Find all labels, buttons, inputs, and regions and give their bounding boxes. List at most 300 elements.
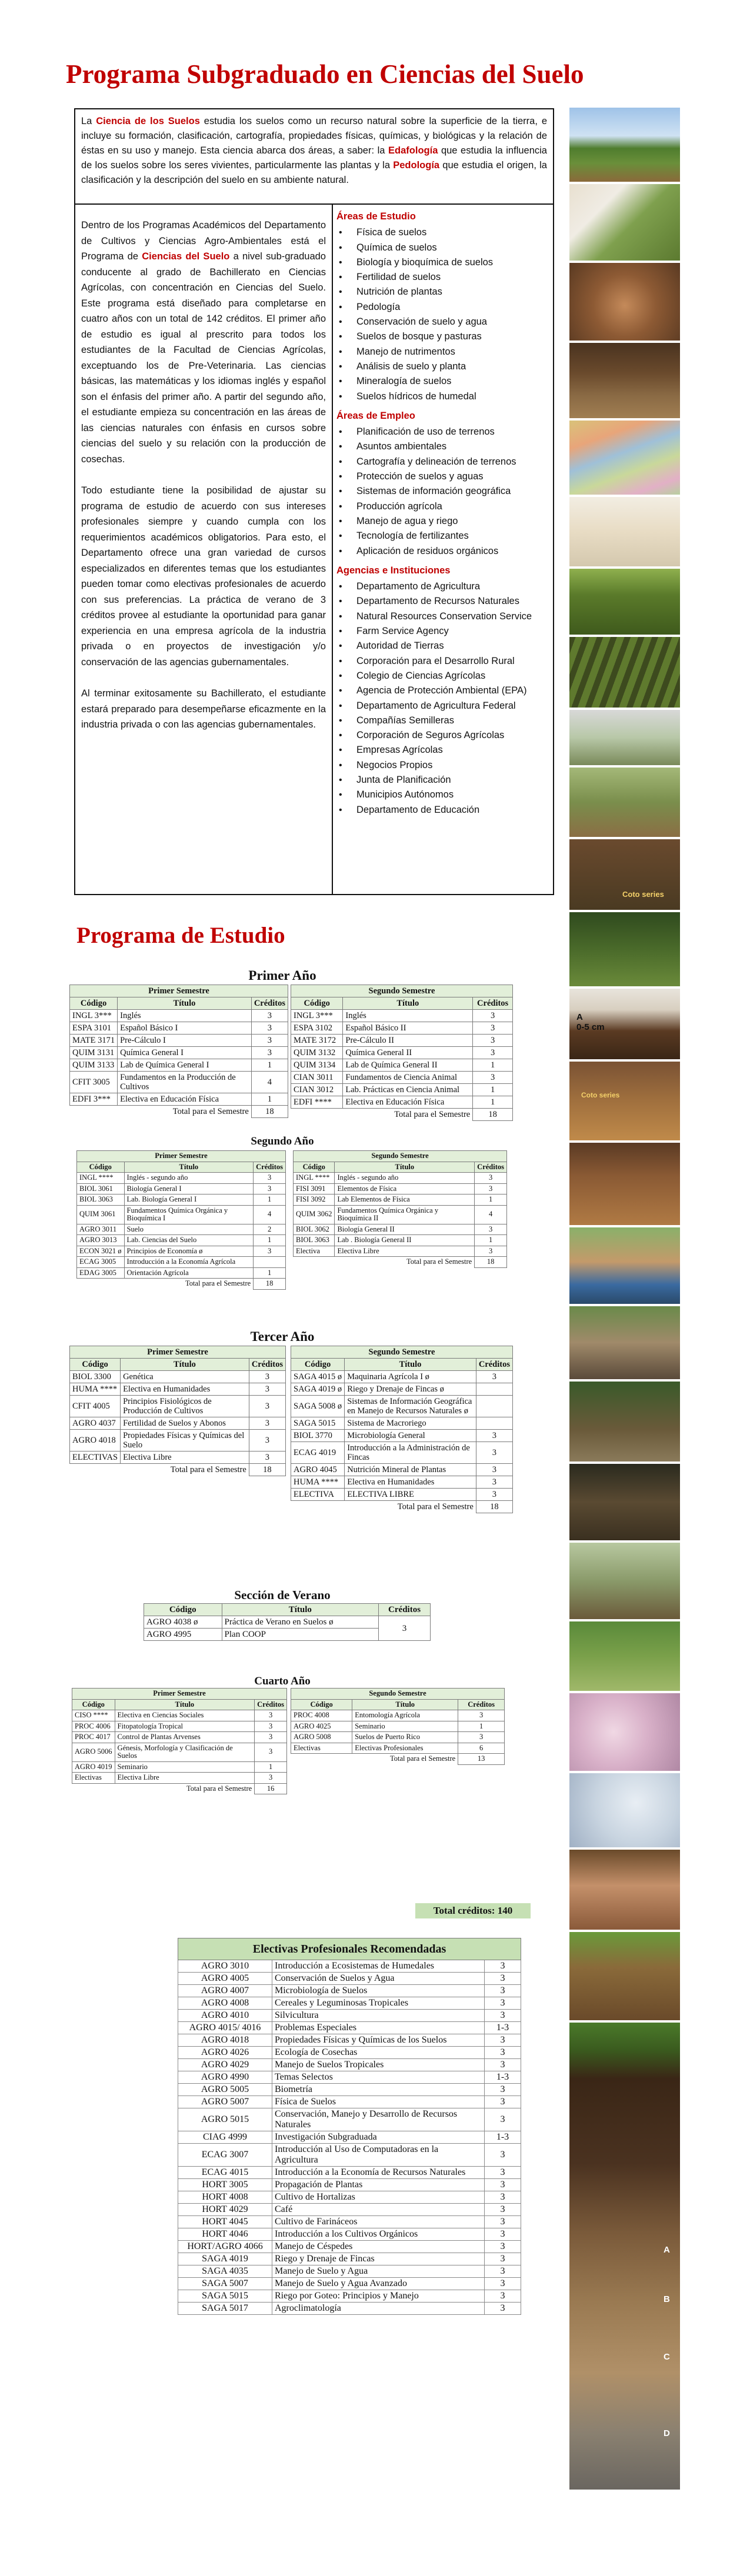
course-code: AGRO 4995	[144, 1629, 222, 1641]
elective-code: AGRO 4010	[178, 2010, 272, 2022]
course-credits: 3	[473, 1072, 513, 1084]
course-row	[291, 1721, 505, 1732]
year-title-2: Segundo Año	[251, 1135, 314, 1147]
agencias-item: • Colegio de Ciencias Agrícolas	[336, 669, 549, 683]
course-row	[70, 1047, 288, 1059]
course-code: PROC 4017	[72, 1732, 115, 1743]
course-credits: 3	[458, 1710, 505, 1721]
elective-title: Cultivo de Hortalizas	[272, 2191, 485, 2204]
elective-title: Café	[272, 2204, 485, 2216]
elective-credits: 3	[485, 2059, 521, 2071]
elective-row	[178, 2265, 521, 2278]
areas-empleo-list	[336, 425, 549, 559]
col-titulo: Título	[222, 1604, 379, 1616]
elective-code: AGRO 4029	[178, 2059, 272, 2071]
course-code: ECON 3021 ø	[77, 1246, 125, 1257]
elective-code: SAGA 4035	[178, 2265, 272, 2278]
photo-strip	[569, 108, 680, 2490]
summer-section-title: Sección de Verano	[234, 1588, 331, 1602]
course-title: Práctica de Verano en Suelos ø	[222, 1616, 379, 1629]
course-row	[77, 1246, 286, 1257]
course-credits: 3	[249, 1371, 285, 1383]
year-title-1: Primer Año	[248, 968, 316, 983]
elective-title: Introducción a los Cultivos Orgánicos	[272, 2228, 485, 2241]
elective-row	[178, 2071, 521, 2084]
course-row	[77, 1267, 286, 1279]
course-code: MATE 3172	[291, 1035, 343, 1047]
semester-total: 18	[473, 1109, 513, 1121]
course-title: Suelo	[124, 1224, 254, 1235]
elective-row	[178, 2144, 521, 2167]
areas-item: • Biología y bioquímica de suelos	[336, 255, 549, 270]
elective-credits: 3	[485, 2167, 521, 2179]
course-code: QUIM 3133	[70, 1059, 118, 1072]
course-title: Electiva en Ciencias Sociales	[115, 1710, 255, 1721]
course-title: ELECTIVA LIBRE	[345, 1489, 476, 1501]
elective-row	[178, 2191, 521, 2204]
semester-total-label: Total para el Semestre	[389, 1754, 456, 1763]
program-description	[75, 205, 333, 894]
forest-photo	[569, 912, 680, 986]
areas-item: • Conservación de suelo y agua	[336, 315, 549, 329]
course-code: CIAN 3011	[291, 1072, 343, 1084]
course-code: AGRO 5006	[72, 1743, 115, 1761]
empleo-item: • Asuntos ambientales	[336, 439, 549, 454]
course-credits: 1	[458, 1721, 505, 1732]
elective-code: SAGA 5015	[178, 2290, 272, 2303]
elective-row	[178, 2034, 521, 2047]
plot-work-photo	[569, 1382, 680, 1461]
course-code: AGRO 4019	[72, 1761, 115, 1773]
course-row	[70, 1072, 288, 1093]
course-row	[291, 1430, 513, 1442]
course-credits	[254, 1257, 286, 1268]
course-credits: 3	[476, 1464, 512, 1476]
course-row	[294, 1235, 507, 1246]
course-row	[77, 1194, 286, 1206]
course-row	[291, 1072, 513, 1084]
course-credits: 3	[255, 1710, 287, 1721]
course-code: HUMA ****	[291, 1476, 345, 1489]
course-code: ESPA 3102	[291, 1022, 343, 1035]
elective-row	[178, 2022, 521, 2034]
elective-credits: 3	[485, 2228, 521, 2241]
course-row	[291, 1476, 513, 1489]
coto-series-label-2: Coto series	[581, 1091, 620, 1099]
elective-row	[178, 2216, 521, 2228]
course-title: Lab de Química General I	[118, 1059, 252, 1072]
course-row	[77, 1257, 286, 1268]
elective-title: Temas Selectos	[272, 2071, 485, 2084]
course-row	[294, 1194, 507, 1206]
areas-estudio-heading: Áreas de Estudio	[336, 211, 416, 222]
semester-total: 18	[476, 1501, 512, 1513]
course-credits: 1	[254, 1235, 286, 1246]
course-title: Genética	[121, 1371, 249, 1383]
researcher-photo	[569, 1227, 680, 1304]
course-row	[77, 1205, 286, 1224]
course-code: ECAG 4019	[291, 1442, 345, 1464]
course-code: ESPA 3101	[70, 1022, 118, 1035]
course-title: Lab Elementos de Física	[335, 1194, 475, 1206]
course-credits	[476, 1417, 512, 1430]
course-row	[291, 1059, 513, 1072]
roots-soil-photo	[569, 1932, 680, 2020]
course-credits: 3	[473, 1010, 513, 1022]
course-code: HUMA ****	[70, 1383, 121, 1396]
horizon-label-b: B	[664, 2294, 670, 2304]
elective-title: Investigación Subgraduada	[272, 2131, 485, 2144]
col-codigo: Código	[72, 1699, 115, 1710]
course-row	[294, 1246, 507, 1257]
elective-code: AGRO 5015	[178, 2108, 272, 2131]
soil-horizon-close-photo	[569, 1143, 680, 1225]
course-row	[291, 1710, 505, 1721]
semester-label: Primer Semestre	[70, 985, 288, 997]
elective-credits: 3	[485, 2108, 521, 2131]
col-creditos: Créditos	[255, 1699, 287, 1710]
col-codigo: Código	[77, 1162, 125, 1173]
course-row	[291, 1035, 513, 1047]
course-code: ELECTIVAS	[70, 1451, 121, 1464]
elective-code: SAGA 4019	[178, 2253, 272, 2265]
course-code: BIOL 3063	[294, 1235, 335, 1246]
course-credits: 4	[254, 1205, 286, 1224]
course-row	[291, 1371, 513, 1383]
course-credits: 1	[251, 1059, 288, 1072]
course-code: EDFI ****	[291, 1096, 343, 1109]
elective-row	[178, 2179, 521, 2191]
course-code: QUIM 3131	[70, 1047, 118, 1059]
semester-total-label: Total para el Semestre	[186, 1784, 252, 1793]
furrow-rows-photo	[569, 637, 680, 708]
elective-row	[178, 1960, 521, 1973]
year4-sem2-table	[291, 1688, 505, 1765]
course-credits: 3	[249, 1417, 285, 1430]
semester-total-label: Total para el Semestre	[185, 1279, 251, 1288]
year2-sem2-table	[293, 1150, 507, 1268]
course-credits: 1	[251, 1093, 288, 1106]
total-credits-badge: Total créditos: 140	[415, 1903, 531, 1918]
empleo-item: • Protección de suelos y aguas	[336, 469, 549, 484]
course-title: Principios Fisiológicos de Producción de Cultivos	[121, 1396, 249, 1417]
course-title: Plan COOP	[222, 1629, 379, 1641]
course-title: Electiva Libre	[115, 1773, 255, 1784]
agencias-heading: Agencias e Instituciones	[336, 565, 451, 576]
elective-code: AGRO 4015/ 4016	[178, 2022, 272, 2034]
col-titulo: Título	[121, 1359, 249, 1371]
course-credits: 3	[476, 1371, 512, 1383]
course-credits: 3	[249, 1396, 285, 1417]
course-code: CIAN 3012	[291, 1084, 343, 1096]
soil-map-photo	[569, 421, 680, 495]
course-code: AGRO 3011	[77, 1224, 125, 1235]
course-title: Fundamentos de Ciencia Animal	[343, 1072, 473, 1084]
student-field-photo	[569, 184, 680, 261]
elective-code: HORT 4045	[178, 2216, 272, 2228]
elective-row	[178, 2108, 521, 2131]
course-credits: 3	[255, 1732, 287, 1743]
course-title: Lab . Biología General II	[335, 1235, 475, 1246]
course-credits: 3	[255, 1773, 287, 1784]
course-code: FISI 3091	[294, 1183, 335, 1194]
course-row	[144, 1616, 431, 1629]
elective-credits: 3	[485, 2096, 521, 2108]
course-code: SAGA 4019 ø	[291, 1383, 345, 1396]
course-row	[70, 1430, 286, 1451]
soil-hands-photo	[569, 263, 680, 341]
elective-row	[178, 1973, 521, 1985]
course-row	[291, 1383, 513, 1396]
course-title: Lab. Biología General I	[124, 1194, 254, 1206]
field-sampling-photo	[569, 768, 680, 837]
course-row	[291, 1489, 513, 1501]
horizon-a-depth-label: A 0-5 cm	[576, 1012, 605, 1032]
course-credits: 3	[476, 1476, 512, 1489]
agencias-item: • Departamento de Agricultura	[336, 579, 549, 594]
elective-row	[178, 2047, 521, 2059]
semester-total-label: Total para el Semestre	[394, 1110, 471, 1120]
course-row	[70, 1093, 288, 1106]
elective-row	[178, 2253, 521, 2265]
course-row	[72, 1773, 287, 1784]
course-credits: 1	[473, 1059, 513, 1072]
elective-credits: 3	[485, 2191, 521, 2204]
areas-item: • Manejo de nutrimentos	[336, 345, 549, 359]
year1-sem2-table	[291, 985, 513, 1121]
course-code: ELECTIVA	[291, 1489, 345, 1501]
course-title: Electiva en Educación Física	[118, 1093, 252, 1106]
elective-title: Problemas Especiales	[272, 2022, 485, 2034]
course-title: Inglés - segundo año	[124, 1173, 254, 1184]
course-title: Inglés	[118, 1010, 252, 1022]
microorganisms-photo	[569, 1773, 680, 1847]
elective-credits: 1-3	[485, 2131, 521, 2144]
elective-title: Conservación, Manejo y Desarrollo de Recursos Naturales	[272, 2108, 485, 2131]
elective-row	[178, 1985, 521, 1997]
course-code: QUIM 3134	[291, 1059, 343, 1072]
electivas-heading: Electivas Profesionales Recomendadas	[178, 1938, 521, 1960]
areas-estudio-list	[336, 225, 549, 404]
col-titulo: Título	[345, 1359, 476, 1371]
course-credits: 3	[251, 1010, 288, 1022]
col-titulo: Título	[118, 997, 252, 1010]
agencias-item: • Compañías Semilleras	[336, 713, 549, 728]
year2-sem1-table	[76, 1150, 286, 1290]
year3-sem2-table	[291, 1346, 513, 1513]
course-credits: 3	[476, 1442, 512, 1464]
elective-title: Propiedades Físicas y Químicas de los Suelos	[272, 2034, 485, 2047]
agencias-item: • Departamento de Recursos Naturales	[336, 594, 549, 609]
semester-total: 18	[249, 1464, 285, 1476]
col-titulo: Título	[115, 1699, 255, 1710]
elective-row	[178, 2290, 521, 2303]
elective-code: HORT 4008	[178, 2191, 272, 2204]
col-creditos: Créditos	[473, 997, 513, 1010]
elective-row	[178, 2084, 521, 2096]
course-row	[77, 1173, 286, 1184]
elective-code: AGRO 4007	[178, 1985, 272, 1997]
course-title: Pre-Cálculo I	[118, 1035, 252, 1047]
agencias-item: • Natural Resources Conservation Service	[336, 609, 549, 624]
elective-credits: 3	[485, 2084, 521, 2096]
course-credits: 3	[475, 1183, 507, 1194]
course-credits: 3	[254, 1183, 286, 1194]
areas-item: • Pedología	[336, 300, 549, 315]
course-row	[291, 1010, 513, 1022]
course-credits: 4	[251, 1072, 288, 1093]
elective-code: HORT/AGRO 4066	[178, 2241, 272, 2253]
semester-total: 18	[251, 1106, 288, 1118]
course-title: Biología General II	[335, 1224, 475, 1235]
course-title: Lab de Química General II	[343, 1059, 473, 1072]
elective-code: AGRO 5007	[178, 2096, 272, 2108]
course-credits: 4	[475, 1205, 507, 1224]
elective-title: Manejo de Céspedes	[272, 2241, 485, 2253]
elective-title: Propagación de Plantas	[272, 2179, 485, 2191]
elective-title: Microbiología de Suelos	[272, 1985, 485, 1997]
elective-code: SAGA 5007	[178, 2278, 272, 2290]
course-title: Sistemas de Información Geográfica en Manejo de Recursos Naturales ø	[345, 1396, 476, 1417]
term-ciencia-suelos: Ciencia de los Suelos	[96, 116, 200, 126]
course-row	[72, 1710, 287, 1721]
elective-title: Cultivo de Farináceos	[272, 2216, 485, 2228]
course-credits: 1	[475, 1194, 507, 1206]
course-code: EDFI 3***	[70, 1093, 118, 1106]
col-codigo: Código	[291, 997, 343, 1010]
elective-credits: 3	[485, 2034, 521, 2047]
term-pedologia: Pedología	[393, 160, 440, 171]
elective-code: HORT 4029	[178, 2204, 272, 2216]
course-code: QUIM 3061	[77, 1205, 125, 1224]
elective-code: HORT 4046	[178, 2228, 272, 2241]
elective-credits: 3	[485, 2253, 521, 2265]
elective-credits: 1-3	[485, 2022, 521, 2034]
course-credits: 2	[254, 1224, 286, 1235]
coto-profile-photo	[569, 1062, 680, 1140]
course-credits: 3	[255, 1721, 287, 1732]
elective-title: Manejo de Suelo y Agua Avanzado	[272, 2278, 485, 2290]
empleo-item: • Manejo de agua y riego	[336, 514, 549, 529]
course-credits: 3	[475, 1173, 507, 1184]
elective-credits: 3	[485, 2278, 521, 2290]
horizon-a-photo	[569, 989, 680, 1059]
elective-code: AGRO 4026	[178, 2047, 272, 2059]
course-credits	[476, 1396, 512, 1417]
course-row	[70, 1417, 286, 1430]
course-credits: 3	[254, 1246, 286, 1257]
course-code: PROC 4006	[72, 1721, 115, 1732]
elective-row	[178, 2096, 521, 2108]
course-code: BIOL 3300	[70, 1371, 121, 1383]
course-row	[70, 1396, 286, 1417]
lists-column	[333, 205, 553, 894]
course-credits: 3	[255, 1743, 287, 1761]
course-row	[70, 1059, 288, 1072]
elective-row	[178, 1997, 521, 2010]
summer-table	[144, 1603, 431, 1641]
elective-code: ECAG 3007	[178, 2144, 272, 2167]
elective-title: Conservación de Suelos y Agua	[272, 1973, 485, 1985]
student-portrait-photo	[569, 1850, 680, 1930]
course-row	[291, 1084, 513, 1096]
course-code: PROC 4008	[291, 1710, 352, 1721]
elective-row	[178, 2241, 521, 2253]
description-paragraph-3: Al terminar exitosamente su Bachillerato, el estudiante estará preparado para desempeñarse eficazmente en la industria privada o con las agencias gubernamentales.	[81, 688, 326, 730]
course-title: Nutrición Mineral de Plantas	[345, 1464, 476, 1476]
course-code: CISO ****	[72, 1710, 115, 1721]
plants-photo	[569, 1621, 680, 1691]
greenhouse-photo	[569, 710, 680, 765]
elective-title: Ecología de Cosechas	[272, 2047, 485, 2059]
semester-label: Primer Semestre	[72, 1689, 287, 1700]
course-row	[294, 1224, 507, 1235]
course-credits: 3	[249, 1451, 285, 1464]
course-credits: 6	[458, 1743, 505, 1754]
cave-sampling-photo	[569, 1464, 680, 1540]
course-title: Sistema de Macroriego	[345, 1417, 476, 1430]
course-row	[291, 1396, 513, 1417]
col-creditos: Créditos	[476, 1359, 512, 1371]
areas-item: • Suelos de bosque y pasturas	[336, 329, 549, 344]
elective-code: HORT 3005	[178, 2179, 272, 2191]
elective-title: Biometría	[272, 2084, 485, 2096]
course-code: QUIM 3132	[291, 1047, 343, 1059]
semester-label: Segundo Semestre	[294, 1151, 507, 1162]
agencias-item: • Corporación para el Desarrollo Rural	[336, 654, 549, 669]
elective-title: Introducción a Ecosistemas de Humedales	[272, 1960, 485, 1973]
course-title: Lab. Ciencias del Suelo	[124, 1235, 254, 1246]
elective-credits: 3	[485, 2179, 521, 2191]
course-code: Electivas	[72, 1773, 115, 1784]
palm-field-photo	[569, 108, 680, 182]
course-row	[77, 1224, 286, 1235]
course-row	[291, 1743, 505, 1754]
field-team-photo	[569, 1543, 680, 1619]
elective-title: Introducción al Uso de Computadoras en la Agricultura	[272, 2144, 485, 2167]
course-row	[77, 1183, 286, 1194]
course-code: AGRO 4045	[291, 1464, 345, 1476]
course-title: Fundamentos Química Orgánica y Bioquímica II	[335, 1205, 475, 1224]
agencias-item: • Departamento de Agricultura Federal	[336, 699, 549, 713]
empleo-item: • Producción agrícola	[336, 499, 549, 514]
col-titulo: Título	[343, 997, 473, 1010]
course-code: ECAG 3005	[77, 1257, 125, 1268]
course-code: EDAG 3005	[77, 1267, 125, 1279]
col-codigo: Código	[291, 1359, 345, 1371]
course-credits: 3	[251, 1047, 288, 1059]
course-title: Biología General I	[124, 1183, 254, 1194]
course-row	[72, 1743, 287, 1761]
elective-code: CIAG 4999	[178, 2131, 272, 2144]
course-code: Electivas	[291, 1743, 352, 1754]
course-code: INGL ****	[294, 1173, 335, 1184]
col-codigo: Código	[144, 1604, 222, 1616]
areas-item: • Física de suelos	[336, 225, 549, 240]
course-credits: 1	[475, 1235, 507, 1246]
course-code: INGL 3***	[291, 1010, 343, 1022]
course-title: Seminario	[115, 1761, 255, 1773]
course-title: Electiva en Humanidades	[345, 1476, 476, 1489]
elective-code: AGRO 5005	[178, 2084, 272, 2096]
course-code: Electiva	[294, 1246, 335, 1257]
semester-label: Primer Semestre	[77, 1151, 286, 1162]
elective-title: Manejo de Suelo y Agua	[272, 2265, 485, 2278]
course-title: Microbiología General	[345, 1430, 476, 1442]
course-title: Electiva en Educación Física	[343, 1096, 473, 1109]
elective-credits: 3	[485, 2144, 521, 2167]
agencias-item: • Corporación de Seguros Agrícolas	[336, 728, 549, 743]
